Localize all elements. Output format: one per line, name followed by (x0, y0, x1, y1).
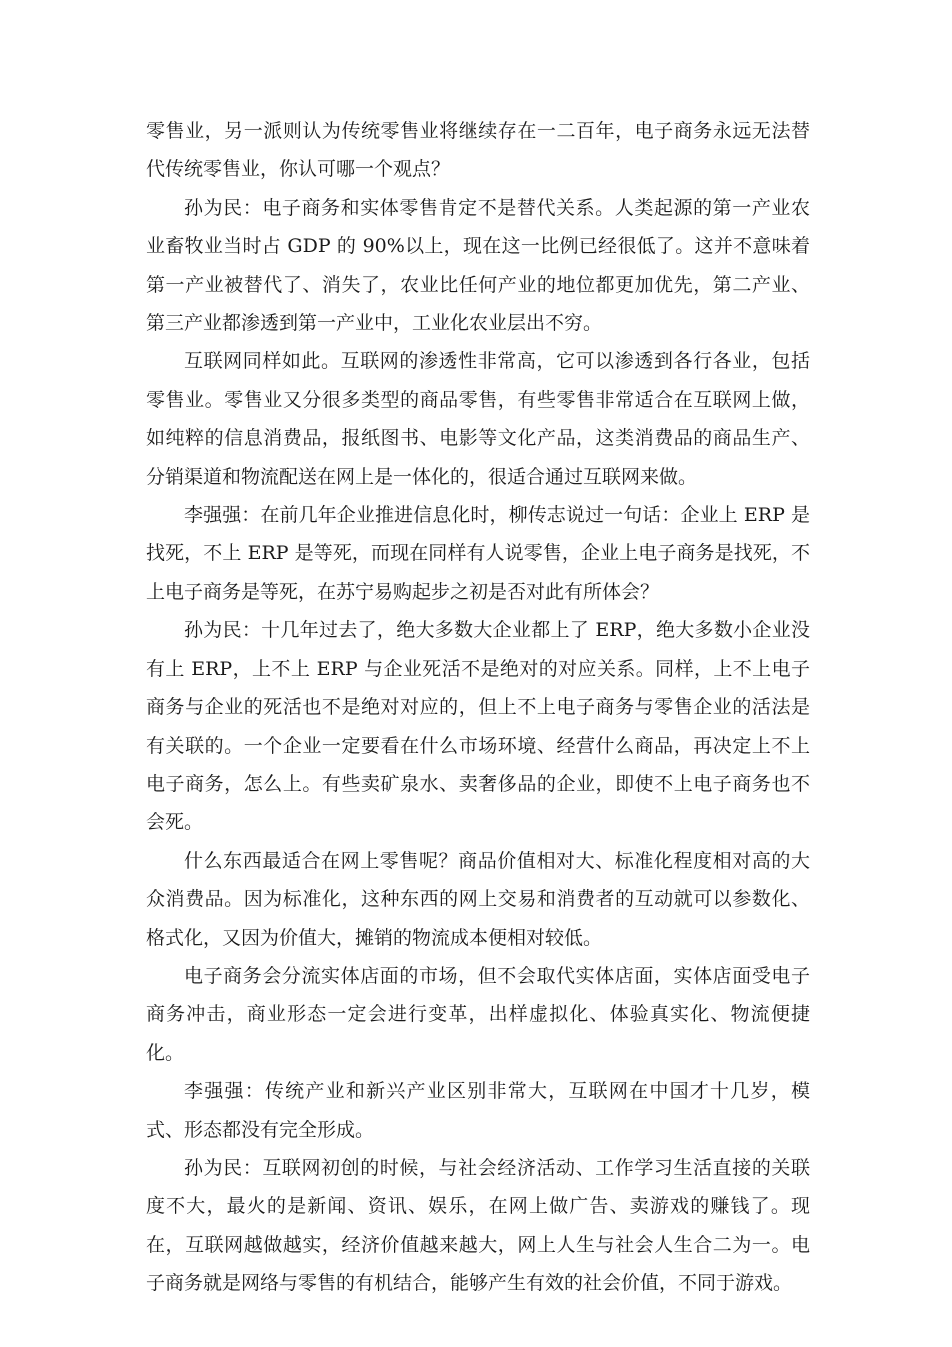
paragraph-sun-answer-erp: 孙为民：十几年过去了，绝大多数大企业都上了 ERP，绝大多数小企业没有上 ERP，上不上 ERP 与企业死活不是绝对的对应关系。同样，上不上电子商务与企业的死活也不是绝对对应的，但上不上电子商务与零售企业的活法是有关联的。一个企业一定要看在什么市场环境、经营什么商品，再决定上不上电子商务，怎么上。有些卖矿泉水、卖奢侈品的企业，即使不上电子商务也不会死。 (146, 619, 810, 834)
paragraph-sun-answer-1: 孙为民：电子商务和实体零售肯定不是替代关系。人类起源的第一产业农业畜牧业当时占 GDP 的 90%以上，现在这一比例已经很低了。这并不意味着第一产业被替代了、消失了，农业比任何产业的地位都更加优先，第二产业、第三产业都渗透到第一产业中，工业化农业层出不穷。 (146, 196, 810, 335)
paragraph-li-question-erp: 李强强：在前几年企业推进信息化时，柳传志说过一句话：企业上 ERP 是找死，不上 ERP 是等死，而现在同样有人说零售，企业上电子商务是找死，不上电子商务是等死，在苏宁易购起步之初是否对此有所体会？ (146, 504, 810, 603)
paragraph-li-traditional-vs-new: 李强强：传统产业和新兴产业区别非常大，互联网在中国才十几岁，模式、形态都没有完全形成。 (146, 1080, 810, 1141)
paragraph-physical-stores: 电子商务会分流实体店面的市场，但不会取代实体店面，实体店面受电子商务冲击，商业形态一定会进行变革，出样虚拟化、体验真实化、物流便捷化。 (146, 964, 810, 1064)
paragraph-internet-penetration: 互联网同样如此。互联网的渗透性非常高，它可以渗透到各行各业，包括零售业。零售业又分很多类型的商品零售，有些零售非常适合在互联网上做，如纯粹的信息消费品，报纸图书、电影等文化产品，这类消费品的商品生产、分销渠道和物流配送在网上是一体化的，很适合通过互联网来做。 (146, 350, 810, 488)
article-body (146, 112, 810, 1303)
paragraph-continuation: 零售业，另一派则认为传统零售业将继续存在一二百年，电子商务永远无法替代传统零售业，你认可哪一个观点？ (146, 120, 810, 181)
paragraph-online-retail-goods: 什么东西最适合在网上零售呢？商品价值相对大、标准化程度相对高的大众消费品。因为标准化，这种东西的网上交易和消费者的互动就可以参数化、格式化，又因为价值大，摊销的物流成本便相对较低。 (146, 849, 810, 949)
paragraph-sun-answer-internet-early: 孙为民：互联网初创的时候，与社会经济活动、工作学习生活直接的关联度不大，最火的是新闻、资讯、娱乐，在网上做广告、卖游戏的赚钱了。现在，互联网越做越实，经济价值越来越大，网上人生与社会人生合二为一。电子商务就是网络与零售的有机结合，能够产生有效的社会价值，不同于游戏。 (146, 1156, 810, 1295)
